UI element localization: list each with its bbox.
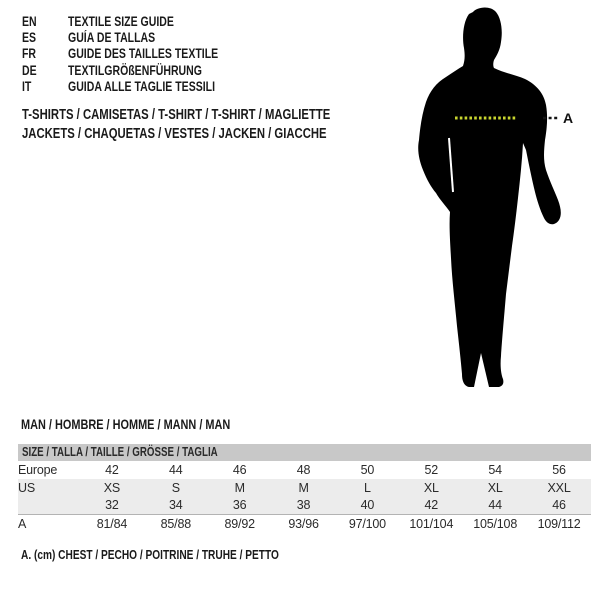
size-cell: 54 xyxy=(488,463,502,477)
row-label xyxy=(18,497,80,514)
size-cell: 44 xyxy=(169,463,183,477)
man-silhouette-svg xyxy=(390,0,600,400)
lang-code: EN xyxy=(22,13,37,29)
table-row-europe xyxy=(18,461,591,479)
size-cell: 89/92 xyxy=(208,514,272,533)
size-cell: 109/112 xyxy=(527,514,591,533)
lang-row-de xyxy=(22,62,261,78)
size-table xyxy=(18,444,591,533)
row-label: US xyxy=(18,481,35,495)
size-cell: 46 xyxy=(552,498,566,513)
measurement-footnote: A. (cm) CHEST / PECHO / POITRINE / TRUHE / PETTO xyxy=(21,547,279,562)
table-row-chest-a xyxy=(18,514,591,533)
man-silhouette-path xyxy=(418,7,561,387)
size-cell: 81/84 xyxy=(80,514,144,533)
lang-code: DE xyxy=(22,62,37,78)
section-heading-man: MAN / HOMBRE / HOMME / MANN / MAN xyxy=(21,416,231,432)
size-cell: XXL xyxy=(547,481,571,495)
size-cell: M xyxy=(298,481,309,495)
size-table-grid xyxy=(18,461,591,533)
size-cell: 38 xyxy=(296,498,311,513)
size-cell: M xyxy=(234,481,245,495)
size-cell: 85/88 xyxy=(144,514,208,533)
lang-code: FR xyxy=(22,46,37,62)
size-cell: 46 xyxy=(232,463,247,477)
lang-row-es xyxy=(22,29,261,45)
size-cell: 50 xyxy=(360,463,375,477)
row-label: Europe xyxy=(18,463,58,477)
garment-categories xyxy=(22,106,417,143)
category-line-tshirts: T-SHIRTS / CAMISETAS / T-SHIRT / T-SHIRT / MAGLIETTE xyxy=(22,107,331,123)
size-cell: 34 xyxy=(169,498,183,513)
lang-label: TEXTILGRÖßENFÜHRUNG xyxy=(68,62,202,78)
size-cell: XL xyxy=(487,481,503,495)
size-cell: 42 xyxy=(105,463,119,477)
size-cell: 32 xyxy=(105,498,119,513)
lang-label: GUÍA DE TALLAS xyxy=(68,30,156,46)
measure-label-a: A xyxy=(563,110,574,126)
lang-label: GUIDA ALLE TAGLIE TESSILI xyxy=(68,79,216,95)
size-cell: 97/100 xyxy=(336,514,400,533)
lang-row-it xyxy=(22,79,261,95)
size-cell: 56 xyxy=(552,463,566,477)
size-cell: 48 xyxy=(296,463,311,477)
lang-code: IT xyxy=(22,79,32,95)
size-cell: 42 xyxy=(424,498,439,513)
size-cell: S xyxy=(171,481,180,495)
size-cell: XL xyxy=(423,481,439,495)
lang-label: TEXTILE SIZE GUIDE xyxy=(68,13,174,29)
size-cell: L xyxy=(364,481,371,495)
table-row-us xyxy=(18,479,591,497)
lang-label: GUIDE DES TAILLES TEXTILE xyxy=(68,46,219,62)
language-list xyxy=(22,13,261,95)
category-line-jackets: JACKETS / CHAQUETAS / VESTES / JACKEN / GIACCHE xyxy=(22,125,327,142)
man-silhouette-figure xyxy=(390,0,600,400)
size-cell: 101/104 xyxy=(399,514,463,533)
lang-row-fr xyxy=(22,46,261,62)
size-cell: 93/96 xyxy=(272,514,336,533)
row-label: A xyxy=(18,514,80,533)
size-cell: 36 xyxy=(232,498,247,513)
lang-code: ES xyxy=(22,30,37,46)
size-cell: 52 xyxy=(424,463,439,477)
size-cell: 105/108 xyxy=(463,514,527,533)
size-cell: 40 xyxy=(360,498,375,513)
lang-row-en xyxy=(22,13,261,29)
size-table-header: SIZE / TALLA / TAILLE / GRÖSSE / TAGLIA xyxy=(18,444,591,461)
size-cell: XS xyxy=(103,481,121,495)
table-row-uk xyxy=(18,497,591,514)
size-cell: 44 xyxy=(488,498,502,513)
